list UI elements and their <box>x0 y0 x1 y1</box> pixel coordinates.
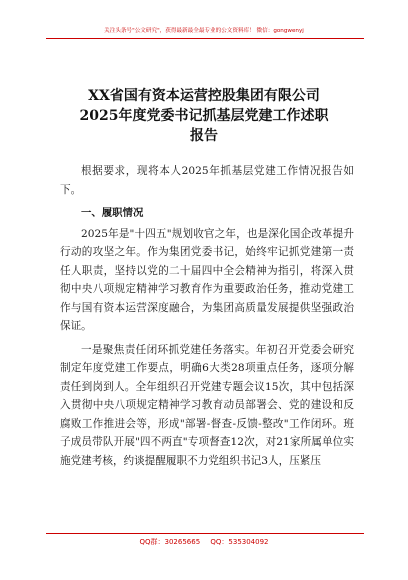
footer-divider <box>46 533 364 534</box>
title-line-1: XX省国有资本运营控股集团有限公司 <box>88 88 320 104</box>
intro-paragraph: 根据要求，现将本人2025年抓基层党建工作情况报告如下。 <box>60 165 354 196</box>
body-paragraph-2: 一是聚焦责任闭环抓党建任务落实。年初召开党委会研究制定年度党建工作要点，明确6大类28项重点任务，逐项分解责任到岗到人。全年组织召开党建专题会议15次，其中包括深入贯彻中央八项规定精神学习教育动员部署会、党的建设和反腐败工作推进会等，形成"部署-督查-反馈-整改"工作闭环。班子成员带队开展"四不两直"专项督查12次，对21家所属单位实施党建考核，约谈提醒履职不力党组织书记3人，压紧压 <box>60 343 354 467</box>
footer-qq: QQ：535304092 <box>210 538 269 546</box>
document-title <box>40 86 368 146</box>
footer-contact <box>0 537 408 547</box>
title-line-2: 2025年度党委书记抓基层党建工作述职 <box>79 108 329 124</box>
footer-qq-group: QQ群：30265665 <box>139 538 201 546</box>
header-divider <box>46 38 364 39</box>
body-paragraph-1: 2025年是"十四五"规划收官之年，也是深化国企改革提升行动的攻坚之年。作为集团党委书记，始终牢记抓党建第一责任人职责，坚持以党的二十届四中全会精神为指引，将深入贯彻中央八项规定精神学习教育作为重要政治任务，推动党建工作与国有资本运营深度融合，为集团高质量发展提供坚强政治保证。 <box>60 227 354 332</box>
header-banner: 关注头条号"公文研究"，获得最新最全最专业的公文资料库！ 微信：gongwenyj <box>104 28 304 34</box>
section-heading: 一、履职情况 <box>81 207 144 219</box>
document-body <box>60 162 354 470</box>
title-line-3: 报告 <box>190 128 218 144</box>
